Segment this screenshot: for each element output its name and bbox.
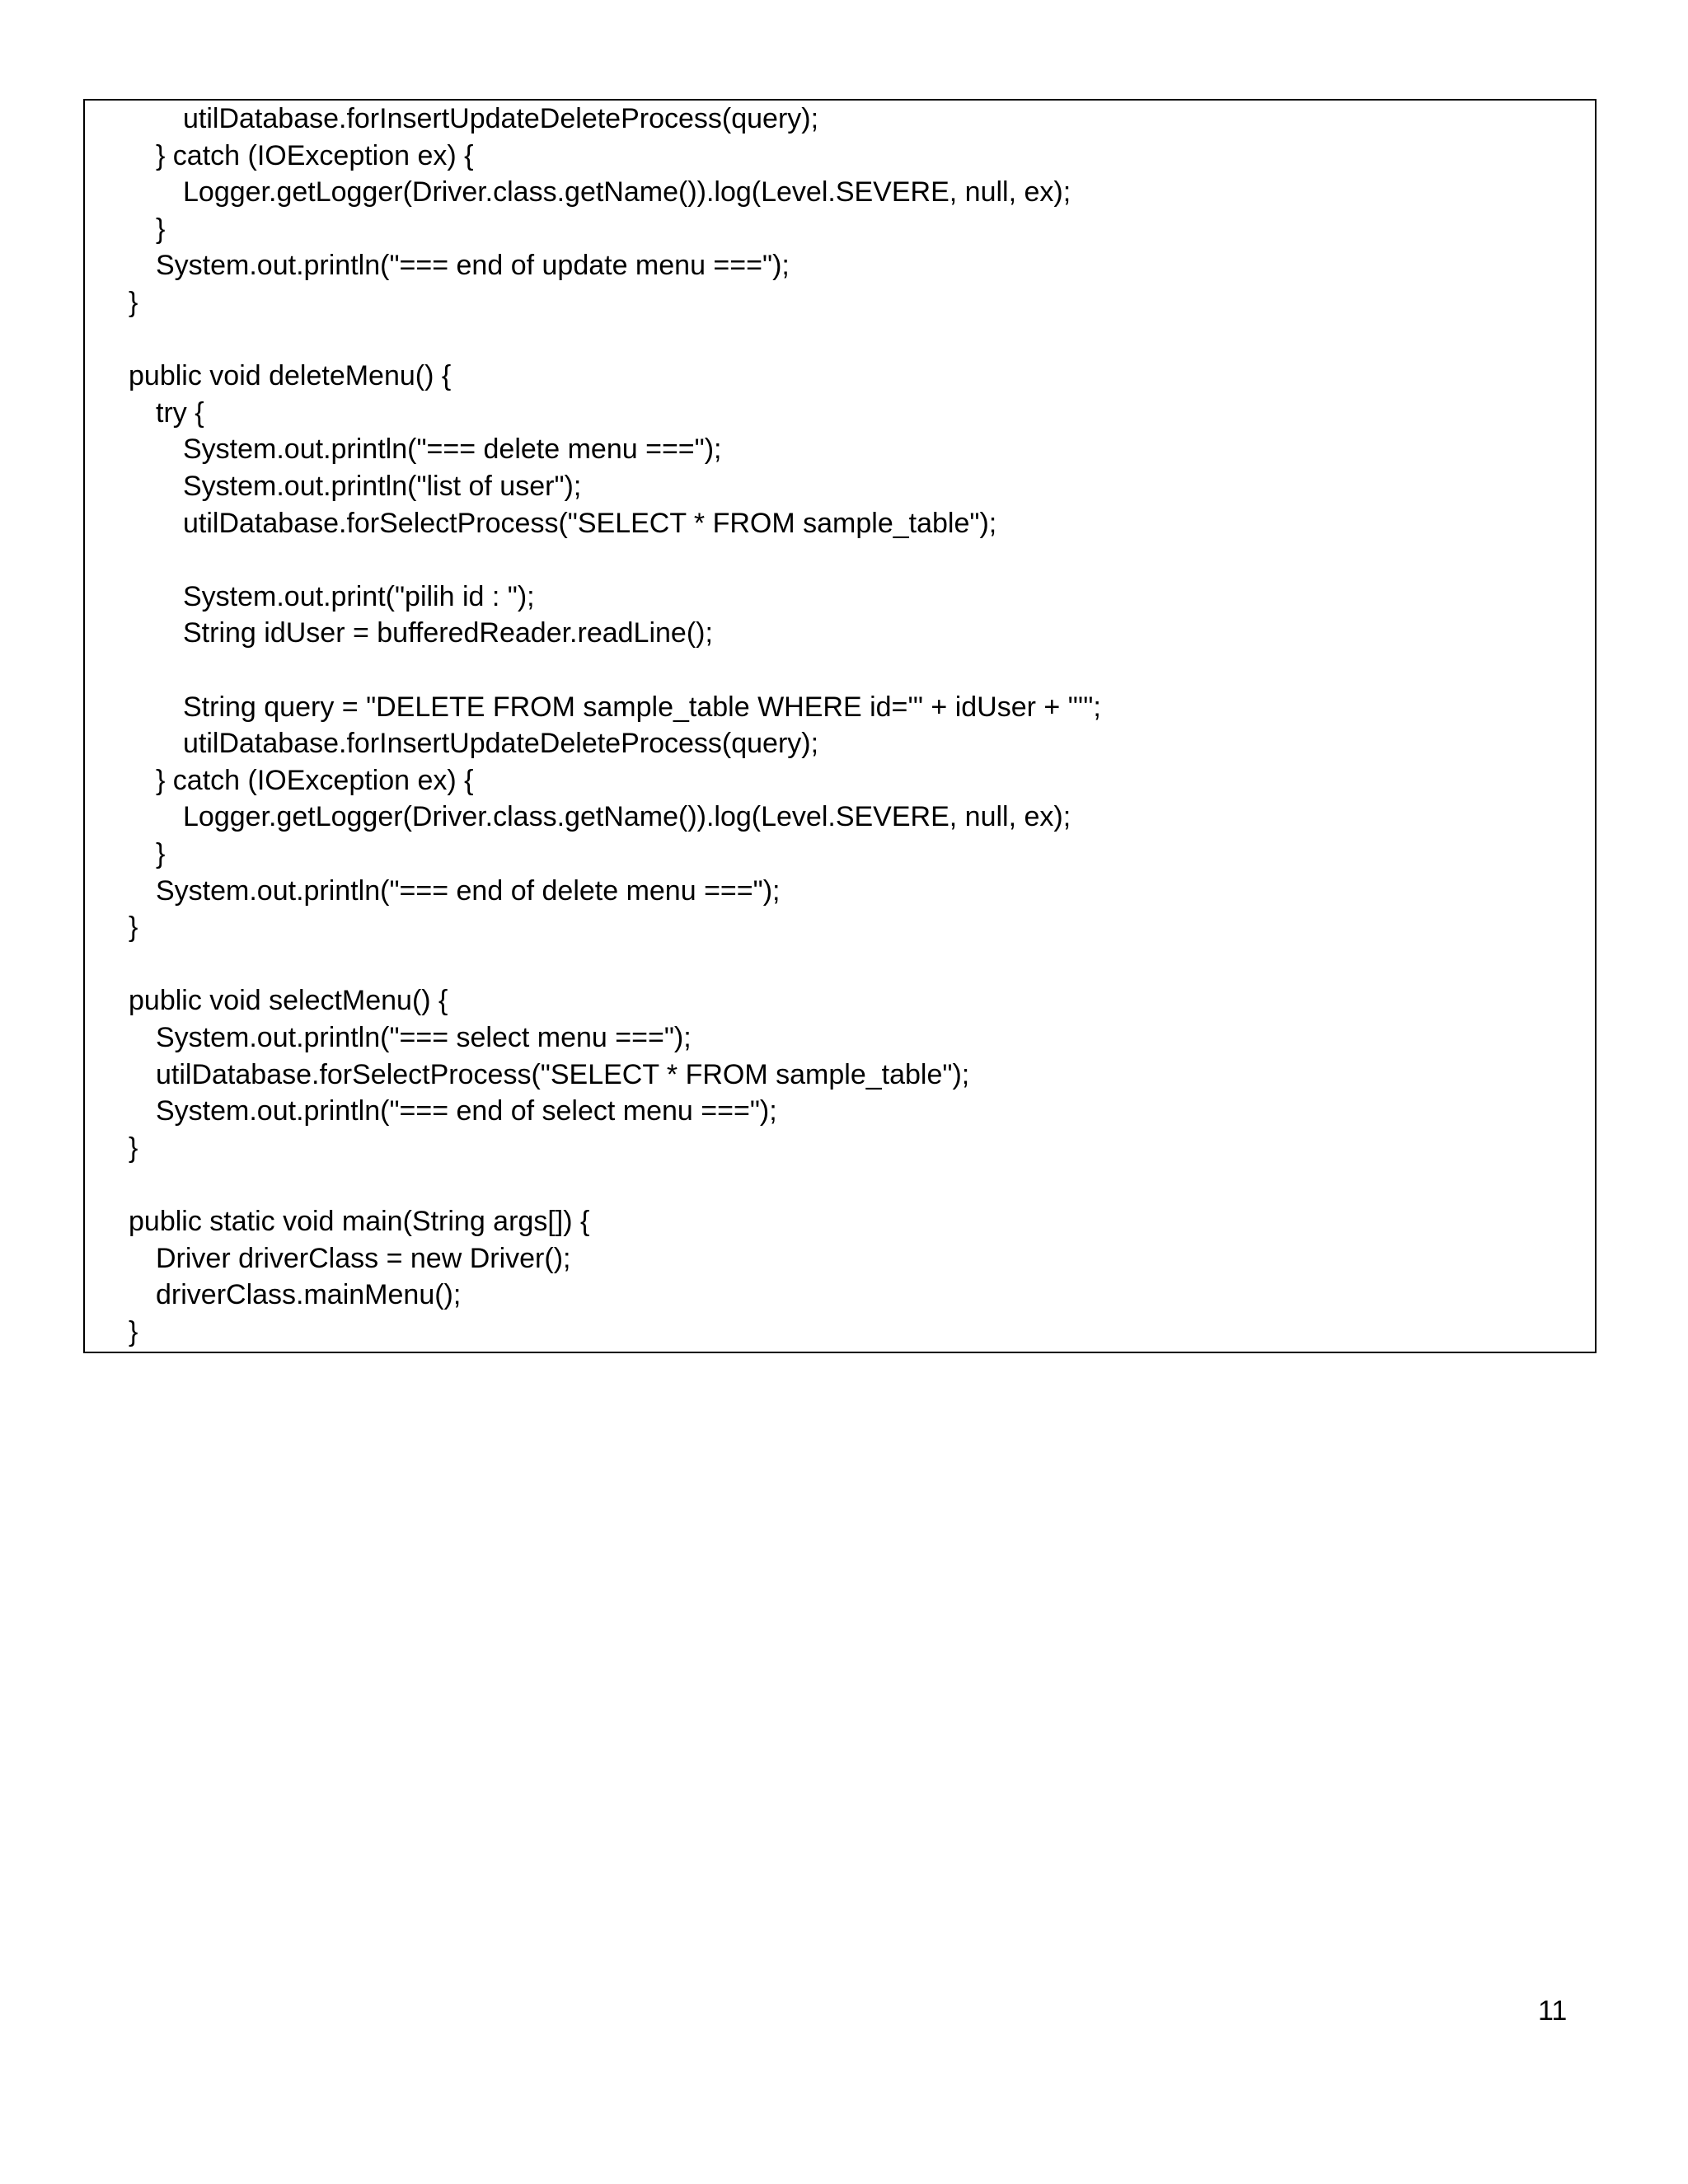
code-listing-box [83,99,1597,1353]
code-line: System.out.println("=== end of delete menu ==="); [156,874,781,907]
code-line: } catch (IOException ex) { [156,764,474,796]
code-line: utilDatabase.forInsertUpdateDeleteProcess(query); [183,728,819,760]
code-line: Logger.getLogger(Driver.class.getName()).log(Level.SEVERE, null, ex); [183,801,1071,833]
code-line: public void deleteMenu() { [129,360,452,392]
code-line: System.out.println("=== end of update menu ==="); [156,250,790,282]
code-line: public static void main(String args[]) { [129,1206,590,1237]
code-line: utilDatabase.forInsertUpdateDeleteProcess(query); [183,103,819,134]
code-line: System.out.print("pilih id : "); [183,580,535,612]
code-line: } [129,1132,138,1164]
code-line: } [129,912,138,944]
code-line: } [156,213,166,245]
code-line: System.out.println("=== delete menu ==="); [183,434,722,466]
code-line: } catch (IOException ex) { [156,139,474,171]
code-line: } [129,287,138,318]
code-line: Driver driverClass = new Driver(); [156,1242,571,1274]
code-line: utilDatabase.forSelectProcess("SELECT * FROM sample_table"); [183,507,997,539]
code-line: utilDatabase.forSelectProcess("SELECT * FROM sample_table"); [156,1058,970,1090]
code-line: System.out.println("list of user"); [183,471,582,502]
code-line: public void selectMenu() { [129,985,448,1017]
code-line: try { [156,396,204,429]
code-line: String query = "DELETE FROM sample_table WHERE id='" + idUser + "'"; [183,691,1101,723]
code-line: System.out.println("=== end of select menu ==="); [156,1095,777,1127]
code-line: } [129,1315,138,1347]
code-line: driverClass.mainMenu(); [156,1279,462,1311]
code-line: } [156,838,166,869]
code-line: Logger.getLogger(Driver.class.getName()).log(Level.SEVERE, null, ex); [183,176,1071,209]
code-line: System.out.println("=== select menu ==="); [156,1022,692,1053]
page-number: 11 [1538,1995,1568,2027]
code-line: String idUser = bufferedReader.readLine(); [183,617,713,649]
